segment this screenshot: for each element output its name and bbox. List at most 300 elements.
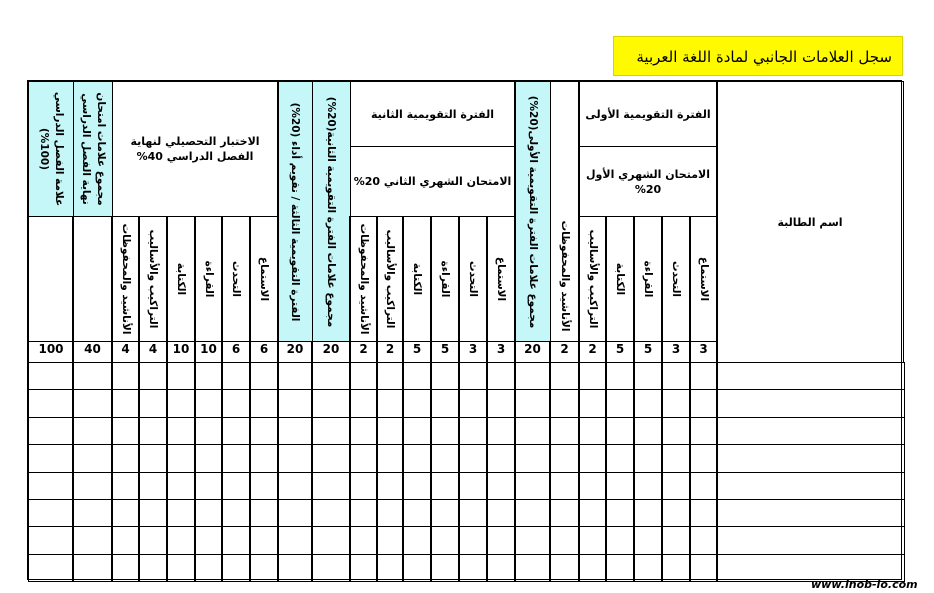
- table-cell: [111, 472, 140, 500]
- table-cell: [514, 417, 551, 445]
- table-cell: [716, 389, 905, 418]
- table-cell: [111, 499, 140, 527]
- table-cell: [221, 444, 251, 473]
- table-cell: [72, 472, 113, 500]
- table-cell: [277, 362, 313, 390]
- period2-skill-0: [486, 216, 516, 342]
- footer-url: www.inob-io.com: [811, 578, 918, 591]
- p1-mark-4: [578, 341, 607, 363]
- table-cell: [430, 499, 460, 527]
- table-cell: [349, 554, 378, 582]
- period3-header-text: الفترة التقويمية الثالثة / تقويم أداء (20%): [289, 102, 301, 321]
- p1-mark-5-text: 2: [560, 342, 569, 356]
- period1-skill-3-text: الكتابة: [614, 262, 626, 296]
- p2-mark-3: [402, 341, 432, 363]
- table-cell: [28, 526, 74, 555]
- table-cell: [72, 444, 113, 473]
- table-cell: [277, 389, 313, 418]
- table-cell: [633, 362, 663, 390]
- table-cell: [221, 362, 251, 390]
- table-cell: [689, 554, 718, 582]
- table-cell: [249, 554, 279, 582]
- p2-mark-2: [430, 341, 460, 363]
- period1-skill-0-text: الاستماع: [697, 256, 710, 302]
- table-cell: [194, 362, 223, 390]
- table-cell: [578, 554, 607, 582]
- table-cell: [633, 499, 663, 527]
- table-cell: [221, 526, 251, 555]
- p2-mark-5-text: 2: [359, 342, 368, 356]
- table-cell: [376, 472, 404, 500]
- table-cell: [277, 526, 313, 555]
- table-cell: [311, 499, 351, 527]
- table-cell: [514, 472, 551, 500]
- final-total-mark-text: 40: [84, 342, 101, 356]
- table-cell: [138, 417, 168, 445]
- final-skill-3: [166, 216, 196, 342]
- p2-mark-5: [349, 341, 378, 363]
- final-exam-header-text: الاختبار التحصيلي لنهاية الفصل الدراسي 40%: [130, 135, 260, 163]
- table-cell: [689, 362, 718, 390]
- table-cell: [221, 499, 251, 527]
- p1-mark-5: [549, 341, 580, 363]
- p1-mark-1-text: 3: [671, 342, 681, 356]
- table-cell: [458, 526, 488, 555]
- final-skill-4: [138, 216, 168, 342]
- table-cell: [111, 389, 140, 418]
- table-cell: [633, 417, 663, 445]
- p2-mark-4: [376, 341, 404, 363]
- table-cell: [376, 554, 404, 582]
- final-total-mark: [72, 341, 113, 363]
- table-cell: [111, 417, 140, 445]
- period1-skill-2: [633, 216, 663, 342]
- period3-header: [277, 81, 313, 342]
- table-cell: [578, 417, 607, 445]
- table-cell: [221, 389, 251, 418]
- table-cell: [311, 389, 351, 418]
- final-mark-4-text: 4: [148, 342, 158, 356]
- table-cell: [458, 417, 488, 445]
- table-cell: [578, 444, 607, 473]
- period1-total-header: [514, 81, 551, 342]
- final-skill-5: [111, 216, 140, 342]
- table-cell: [716, 444, 905, 473]
- p2-mark-2-text: 5: [440, 342, 450, 356]
- period1-skill-0: [689, 216, 718, 342]
- table-cell: [138, 362, 168, 390]
- table-cell: [661, 526, 691, 555]
- table-cell: [311, 362, 351, 390]
- table-cell: [376, 526, 404, 555]
- table-cell: [402, 362, 432, 390]
- final-mark-2-text: 10: [200, 342, 217, 356]
- table-cell: [311, 444, 351, 473]
- period1-total-header-text: مجموع علامات الفترة التقويمية الأولى(20%): [526, 95, 539, 328]
- table-cell: [277, 554, 313, 582]
- table-cell: [28, 362, 74, 390]
- table-cell: [111, 444, 140, 473]
- table-cell: [28, 554, 74, 582]
- table-cell: [376, 417, 404, 445]
- table-cell: [72, 499, 113, 527]
- table-cell: [221, 554, 251, 582]
- page-title: سجل العلامات الجانبي لمادة اللغة العربية: [636, 48, 892, 66]
- table-cell: [221, 472, 251, 500]
- table-cell: [376, 362, 404, 390]
- table-cell: [194, 417, 223, 445]
- p2-mark-0: [486, 341, 516, 363]
- table-cell: [72, 526, 113, 555]
- table-cell: [458, 389, 488, 418]
- table-cell: [633, 444, 663, 473]
- table-cell: [349, 417, 378, 445]
- table-cell: [402, 389, 432, 418]
- table-cell: [486, 362, 516, 390]
- p1-mark-1: [661, 341, 691, 363]
- table-cell: [376, 444, 404, 473]
- period2-exam: [349, 146, 516, 217]
- table-cell: [661, 362, 691, 390]
- semester-mark: [28, 341, 74, 363]
- p1-mark-4-text: 2: [588, 342, 597, 356]
- semester-mark-text: 100: [38, 342, 64, 356]
- final-mark-5: [111, 341, 140, 363]
- p3-mark: [277, 341, 313, 363]
- table-cell: [376, 389, 404, 418]
- table-cell: [349, 389, 378, 418]
- period2-total-header: [311, 81, 351, 342]
- period1-exam-text: الامتحان الشهري الأول 20%: [586, 167, 710, 196]
- table-cell: [28, 472, 74, 500]
- table-cell: [430, 472, 460, 500]
- final-mark-3: [166, 341, 196, 363]
- period2-title-text: الفترة التقويمية الثانية: [371, 107, 494, 121]
- table-cell: [549, 444, 580, 473]
- semester-spacer: [28, 216, 74, 342]
- table-cell: [349, 526, 378, 555]
- table-cell: [689, 417, 718, 445]
- final-mark-4: [138, 341, 168, 363]
- period2-skill-2-text: القراءة: [439, 260, 451, 298]
- table-cell: [402, 554, 432, 582]
- period1-skill-1-text: التحدث: [670, 260, 682, 298]
- table-cell: [578, 499, 607, 527]
- table-cell: [605, 444, 635, 473]
- table-cell: [221, 417, 251, 445]
- table-cell: [166, 362, 196, 390]
- table-cell: [430, 526, 460, 555]
- p1-mark-3-text: 5: [615, 342, 625, 356]
- table-cell: [402, 444, 432, 473]
- table-cell: [194, 472, 223, 500]
- table-cell: [311, 526, 351, 555]
- final-skill-1-text: التحدث: [230, 260, 242, 298]
- table-cell: [166, 444, 196, 473]
- final-total-header-text: مجموع علامات امتحان نهاية الفصل الدراسي: [79, 92, 107, 206]
- final-skill-2: [194, 216, 223, 342]
- table-cell: [402, 417, 432, 445]
- table-cell: [138, 499, 168, 527]
- table-cell: [549, 554, 580, 582]
- table-cell: [402, 499, 432, 527]
- period2-skill-1: [458, 216, 488, 342]
- final-skill-4-text: التراكيب والأساليب: [147, 229, 159, 329]
- student-name-header: [716, 81, 904, 363]
- table-cell: [430, 362, 460, 390]
- period2-skill-4-text: التراكيب والأساليب: [384, 229, 396, 329]
- period1-skill-1: [661, 216, 691, 342]
- table-cell: [111, 362, 140, 390]
- table-cell: [430, 417, 460, 445]
- table-cell: [277, 499, 313, 527]
- period2-skill-3-text: الكتابة: [411, 262, 423, 296]
- table-cell: [28, 499, 74, 527]
- table-cell: [549, 389, 580, 418]
- final-mark-2: [194, 341, 223, 363]
- table-cell: [194, 499, 223, 527]
- table-cell: [249, 362, 279, 390]
- table-cell: [194, 444, 223, 473]
- table-cell: [605, 389, 635, 418]
- period2-exam-text: الامتحان الشهري الثاني 20%: [353, 175, 512, 188]
- table-cell: [402, 472, 432, 500]
- final-mark-5-text: 4: [121, 342, 130, 356]
- table-cell: [578, 526, 607, 555]
- table-cell: [138, 472, 168, 500]
- table-cell: [249, 389, 279, 418]
- table-cell: [138, 554, 168, 582]
- table-cell: [349, 499, 378, 527]
- table-cell: [578, 362, 607, 390]
- table-cell: [605, 526, 635, 555]
- table-cell: [633, 389, 663, 418]
- table-cell: [716, 472, 905, 500]
- p2-mark-4-text: 2: [385, 342, 395, 356]
- table-cell: [661, 472, 691, 500]
- final-total-spacer: [72, 216, 113, 342]
- table-cell: [458, 362, 488, 390]
- table-cell: [311, 554, 351, 582]
- final-mark-1: [221, 341, 251, 363]
- p1-mark-0-text: 3: [699, 342, 708, 356]
- semester-mark-header: [28, 81, 74, 217]
- table-cell: [514, 526, 551, 555]
- p2-total-mark: [311, 341, 351, 363]
- table-cell: [166, 499, 196, 527]
- table-cell: [376, 499, 404, 527]
- p2-total-mark-text: 20: [322, 342, 340, 356]
- period1-title-text: الفترة التقويمية الأولى: [585, 107, 711, 121]
- final-skill-2-text: القراءة: [202, 260, 215, 298]
- period2-title: [349, 81, 516, 147]
- table-cell: [661, 389, 691, 418]
- table-cell: [430, 389, 460, 418]
- table-cell: [111, 554, 140, 582]
- final-total-header: [72, 81, 113, 217]
- table-cell: [249, 499, 279, 527]
- period2-skill-4: [376, 216, 404, 342]
- table-cell: [716, 417, 905, 445]
- final-mark-1-text: 6: [231, 342, 241, 356]
- period1-skill-4-text: التراكيب والأساليب: [586, 229, 599, 329]
- table-cell: [277, 472, 313, 500]
- table-cell: [311, 417, 351, 445]
- title-banner: [613, 36, 903, 76]
- table-cell: [549, 472, 580, 500]
- table-cell: [486, 417, 516, 445]
- period2-skill-2: [430, 216, 460, 342]
- p2-mark-1: [458, 341, 488, 363]
- table-cell: [277, 417, 313, 445]
- p2-mark-3-text: 5: [412, 342, 422, 356]
- table-cell: [486, 389, 516, 418]
- semester-mark-header-text: علامة الفصل الدراسي (100%): [38, 91, 65, 207]
- p3-mark-text: 20: [286, 342, 304, 356]
- table-cell: [486, 472, 516, 500]
- table-cell: [28, 417, 74, 445]
- final-skill-1: [221, 216, 251, 342]
- grade-table: [27, 80, 902, 580]
- table-cell: [194, 554, 223, 582]
- table-cell: [402, 526, 432, 555]
- table-cell: [166, 389, 196, 418]
- period2-skill-1-text: التحدث: [467, 260, 479, 298]
- table-cell: [716, 499, 905, 527]
- table-cell: [661, 499, 691, 527]
- table-cell: [689, 499, 718, 527]
- table-cell: [249, 526, 279, 555]
- table-cell: [111, 526, 140, 555]
- table-cell: [72, 389, 113, 418]
- table-cell: [486, 526, 516, 555]
- table-cell: [605, 499, 635, 527]
- final-skill-0: [249, 216, 279, 342]
- period1-skill-3: [605, 216, 635, 342]
- table-cell: [689, 472, 718, 500]
- p1-mark-2-text: 5: [643, 342, 653, 356]
- table-cell: [486, 554, 516, 582]
- table-cell: [138, 389, 168, 418]
- table-cell: [633, 472, 663, 500]
- table-cell: [661, 417, 691, 445]
- table-cell: [549, 362, 580, 390]
- period1-exam: [578, 146, 718, 217]
- table-cell: [28, 389, 74, 418]
- table-cell: [166, 526, 196, 555]
- table-cell: [166, 554, 196, 582]
- table-cell: [486, 499, 516, 527]
- table-cell: [458, 554, 488, 582]
- table-cell: [514, 389, 551, 418]
- table-cell: [249, 472, 279, 500]
- table-cell: [549, 499, 580, 527]
- table-cell: [514, 362, 551, 390]
- table-cell: [249, 444, 279, 473]
- period2-skill-3: [402, 216, 432, 342]
- table-cell: [661, 554, 691, 582]
- table-cell: [605, 554, 635, 582]
- table-cell: [514, 444, 551, 473]
- p2-mark-1-text: 3: [468, 342, 478, 356]
- table-cell: [716, 526, 905, 555]
- period2-skill-5: [349, 216, 378, 342]
- period1-skill-4: [578, 216, 607, 342]
- table-cell: [578, 389, 607, 418]
- period1-blank: [549, 81, 580, 342]
- final-skill-3-text: الكتابة: [175, 262, 187, 296]
- period2-skill-0-text: الاستماع: [495, 256, 507, 302]
- table-cell: [514, 554, 551, 582]
- table-cell: [716, 362, 905, 390]
- final-skill-5-text: الأناشيد والمحفوظات: [119, 223, 132, 335]
- table-cell: [605, 417, 635, 445]
- table-cell: [458, 499, 488, 527]
- p1-mark-0: [689, 341, 718, 363]
- final-skill-0-text: الاستماع: [258, 256, 270, 302]
- table-cell: [689, 444, 718, 473]
- p1-total-mark-text: 20: [524, 342, 541, 356]
- final-mark-0: [249, 341, 279, 363]
- table-cell: [166, 472, 196, 500]
- table-cell: [633, 554, 663, 582]
- table-cell: [549, 417, 580, 445]
- period1-title: [578, 81, 718, 147]
- table-cell: [549, 526, 580, 555]
- table-cell: [194, 389, 223, 418]
- table-cell: [72, 362, 113, 390]
- table-cell: [605, 472, 635, 500]
- table-cell: [138, 444, 168, 473]
- final-mark-0-text: 6: [259, 342, 269, 356]
- table-cell: [277, 444, 313, 473]
- table-cell: [166, 417, 196, 445]
- p2-mark-0-text: 3: [496, 342, 506, 356]
- table-cell: [578, 472, 607, 500]
- table-cell: [72, 554, 113, 582]
- table-cell: [605, 362, 635, 390]
- p1-total-mark: [514, 341, 551, 363]
- table-cell: [430, 444, 460, 473]
- table-cell: [430, 554, 460, 582]
- table-cell: [689, 526, 718, 555]
- period1-skill-5-text: الأناشيد والمحفوظات: [558, 220, 571, 332]
- p1-mark-2: [633, 341, 663, 363]
- student-name-header-text: اسم الطالبة: [777, 215, 843, 229]
- period1-skill-2-text: القراءة: [642, 260, 654, 298]
- table-cell: [661, 444, 691, 473]
- table-cell: [249, 417, 279, 445]
- table-cell: [194, 526, 223, 555]
- period2-total-header-text: مجموع علامات الفترة التقويمية الثانية(20%): [325, 96, 337, 327]
- table-cell: [349, 472, 378, 500]
- table-cell: [486, 444, 516, 473]
- table-cell: [311, 472, 351, 500]
- table-cell: [458, 472, 488, 500]
- table-cell: [138, 526, 168, 555]
- final-exam-header: [111, 81, 279, 217]
- table-cell: [28, 444, 74, 473]
- period2-skill-5-text: الأناشيد والمحفوظات: [357, 223, 370, 335]
- p1-mark-3: [605, 341, 635, 363]
- table-cell: [514, 499, 551, 527]
- table-cell: [72, 417, 113, 445]
- table-cell: [349, 444, 378, 473]
- table-cell: [689, 389, 718, 418]
- table-cell: [633, 526, 663, 555]
- table-cell: [349, 362, 378, 390]
- final-mark-3-text: 10: [172, 342, 190, 356]
